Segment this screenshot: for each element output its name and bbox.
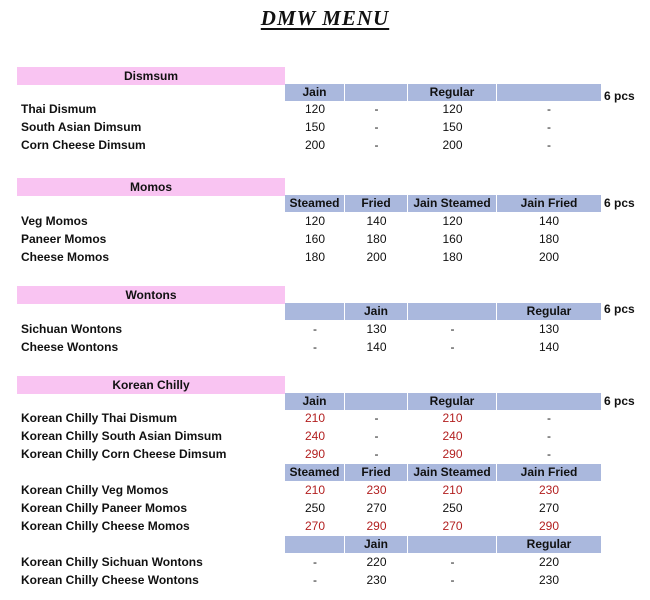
- item-name: Sichuan Wontons: [21, 322, 123, 336]
- price: 200: [538, 250, 560, 264]
- item-name: Korean Chilly Cheese Wontons: [21, 573, 199, 587]
- price: 150: [442, 120, 463, 134]
- menu-row: [0, 338, 650, 356]
- price: 160: [304, 232, 326, 246]
- section-heading-momos: Momos: [17, 178, 285, 196]
- price: 140: [366, 214, 387, 228]
- price: 240: [304, 429, 326, 443]
- price: -: [374, 429, 379, 443]
- menu-row: [0, 409, 650, 427]
- price: 230: [366, 483, 387, 497]
- price: -: [450, 322, 455, 336]
- price: 270: [442, 519, 463, 533]
- menu-row: [0, 230, 650, 248]
- col-header: [497, 84, 601, 101]
- section-heading-dismsum: Dismsum: [17, 67, 285, 85]
- price: -: [547, 447, 551, 461]
- price: 180: [442, 250, 463, 264]
- pieces-label: 6 pcs: [604, 89, 635, 103]
- item-name: Korean Chilly Thai Dismum: [21, 411, 178, 425]
- price: 210: [442, 411, 463, 425]
- column-header-wontons: [285, 303, 601, 320]
- price: 140: [538, 340, 560, 354]
- price: 290: [366, 519, 387, 533]
- col-header: Jain: [345, 303, 408, 320]
- price: -: [313, 573, 317, 587]
- section-heading-korean-chilly: Korean Chilly: [17, 376, 285, 394]
- price: 230: [538, 573, 560, 587]
- pieces-label: 6 pcs: [604, 196, 635, 210]
- item-name: Korean Chilly Sichuan Wontons: [21, 555, 203, 569]
- price: 230: [538, 483, 560, 497]
- column-header-korean-momos: [285, 464, 601, 481]
- price: 240: [442, 429, 463, 443]
- item-name: Korean Chilly Paneer Momos: [21, 501, 188, 515]
- price: -: [374, 102, 379, 116]
- item-name: Thai Dismum: [21, 102, 97, 116]
- price: -: [374, 120, 379, 134]
- price: 250: [304, 501, 326, 515]
- menu-row: [0, 100, 650, 118]
- price: 180: [366, 232, 387, 246]
- price: 150: [304, 120, 326, 134]
- price: 180: [538, 232, 560, 246]
- price: 120: [442, 102, 463, 116]
- price: 220: [538, 555, 560, 569]
- col-header: [345, 393, 408, 410]
- price: 200: [442, 138, 463, 152]
- column-header-momos: [285, 195, 601, 212]
- col-header: Jain: [345, 536, 408, 553]
- pieces-label: 6 pcs: [604, 394, 635, 408]
- item-name: Cheese Momos: [21, 250, 110, 264]
- price: -: [313, 322, 317, 336]
- column-header-korean-wontons: [285, 536, 601, 553]
- price: 130: [538, 322, 560, 336]
- price: 210: [304, 411, 326, 425]
- col-header: Regular: [526, 304, 572, 318]
- col-header: [408, 303, 497, 320]
- item-name: Veg Momos: [21, 214, 88, 228]
- col-header: [285, 303, 345, 320]
- price: 270: [304, 519, 326, 533]
- price: 290: [304, 447, 326, 461]
- price: 220: [366, 555, 387, 569]
- col-header: Fried: [345, 195, 408, 212]
- pieces-label: 6 pcs: [604, 302, 635, 316]
- menu-row: [0, 248, 650, 266]
- price: -: [374, 447, 379, 461]
- price: 270: [366, 501, 387, 515]
- col-header: Jain: [285, 84, 345, 101]
- col-header: Steamed: [285, 464, 345, 481]
- price: 230: [366, 573, 387, 587]
- item-name: Korean Chilly Veg Momos: [21, 483, 169, 497]
- price: 210: [442, 483, 463, 497]
- col-header: [497, 393, 601, 410]
- col-header: Regular: [408, 393, 497, 410]
- item-name: Korean Chilly South Asian Dimsum: [21, 429, 222, 443]
- price: 270: [538, 501, 560, 515]
- menu-row: [0, 481, 650, 499]
- section-heading-wontons: Wontons: [17, 286, 285, 304]
- col-header: Fried: [345, 464, 408, 481]
- price: -: [450, 555, 455, 569]
- menu-row: [0, 445, 650, 463]
- menu-row: [0, 553, 650, 571]
- price: 120: [442, 214, 463, 228]
- col-header: Steamed: [285, 195, 345, 212]
- price: -: [450, 340, 455, 354]
- price: -: [313, 340, 317, 354]
- col-header: Regular: [526, 537, 572, 551]
- price: 180: [304, 250, 326, 264]
- col-header: [345, 84, 408, 101]
- menu-row: [0, 517, 650, 535]
- price: -: [547, 429, 551, 443]
- menu-row: [0, 136, 650, 154]
- col-header: Regular: [408, 84, 497, 101]
- col-header: [285, 536, 345, 553]
- column-header-dismsum: [285, 84, 601, 101]
- col-header: [408, 536, 497, 553]
- menu-row: [0, 320, 650, 338]
- menu-row: [0, 212, 650, 230]
- menu-row: [0, 427, 650, 445]
- price: -: [547, 411, 551, 425]
- price: -: [313, 555, 317, 569]
- price: 250: [442, 501, 463, 515]
- menu-row: [0, 571, 650, 589]
- price: 140: [538, 214, 560, 228]
- item-name: Corn Cheese Dimsum: [21, 138, 146, 152]
- price: 140: [366, 340, 387, 354]
- price: 200: [304, 138, 326, 152]
- price: 290: [442, 447, 463, 461]
- col-header: Jain Steamed: [408, 464, 497, 481]
- price: 120: [304, 102, 326, 116]
- price: 160: [442, 232, 463, 246]
- price: 210: [304, 483, 326, 497]
- menu-row: [0, 499, 650, 517]
- column-header-korean-dimsum: [285, 393, 601, 410]
- item-name: Korean Chilly Cheese Momos: [21, 519, 190, 533]
- col-header: Jain Steamed: [408, 195, 497, 212]
- menu-title: DMW MENU: [260, 6, 390, 30]
- col-header: Jain Fried: [520, 465, 578, 479]
- price: -: [450, 573, 455, 587]
- item-name: South Asian Dimsum: [21, 120, 142, 134]
- col-header: Jain: [285, 393, 345, 410]
- price: -: [547, 138, 551, 152]
- price: 290: [538, 519, 560, 533]
- menu-row: [0, 118, 650, 136]
- price: 120: [304, 214, 326, 228]
- price: 200: [366, 250, 387, 264]
- item-name: Korean Chilly Corn Cheese Dimsum: [21, 447, 227, 461]
- price: -: [547, 120, 551, 134]
- price: -: [374, 138, 379, 152]
- item-name: Cheese Wontons: [21, 340, 119, 354]
- item-name: Paneer Momos: [21, 232, 107, 246]
- col-header: Jain Fried: [520, 196, 578, 210]
- price: -: [374, 411, 379, 425]
- price: 130: [366, 322, 387, 336]
- price: -: [547, 102, 551, 116]
